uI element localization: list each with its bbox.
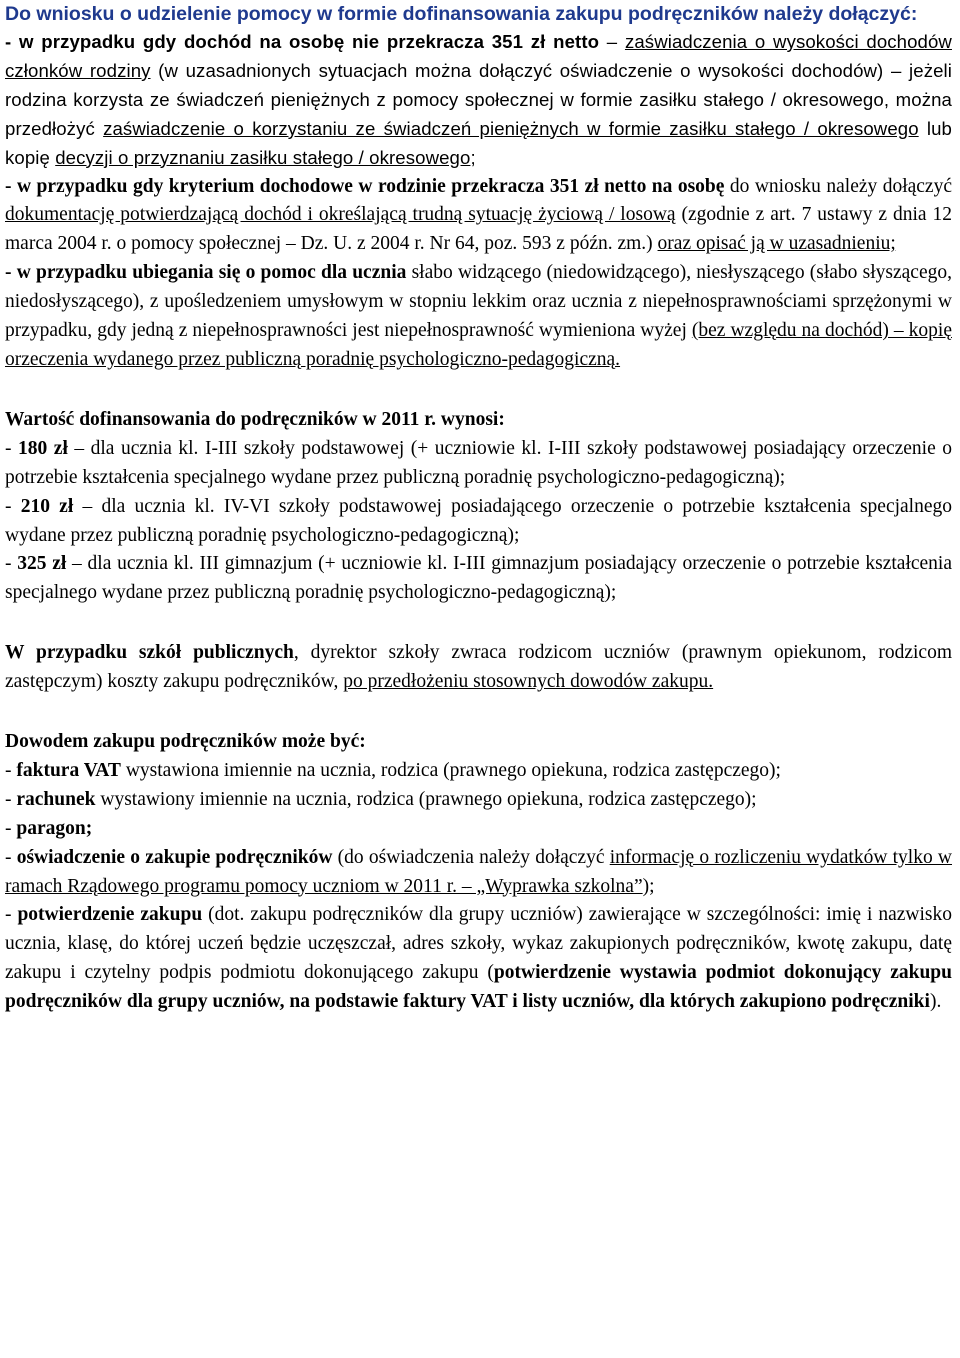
list-item-income-below	[5, 28, 952, 173]
item-bold: faktura VAT	[16, 759, 121, 781]
item-text: – dla ucznia kl. I-III szkoły podstawowej (+ uczniowie kl. I-III szkoły podstawowej posiadający orzeczenie o potrzebie kształcenia specjalnego wydane przez publiczną poradnię psychologiczno-pedagogiczną);	[5, 437, 952, 488]
link-income-certificate[interactable]: zaświadczenia o wysokości dochodów członków rodziny	[5, 31, 952, 81]
link-decision-copy[interactable]: decyzji o przyznaniu zasiłku stałego / okresowego	[55, 146, 471, 168]
item-bold: potwierdzenie zakupu	[17, 904, 203, 926]
prefix: -	[5, 846, 17, 868]
item-bold: - w przypadku gdy kryterium dochodowe w rodzinie przekracza 351 zł netto na osobę	[5, 175, 725, 197]
amount: 325 zł	[17, 553, 67, 575]
item-text: do wniosku należy dołączyć	[724, 175, 952, 197]
item-text: (zgodnie z art. 7 ustawy z dnia 12 marca 2004 r. o pomocy społecznej – Dz. U. z 2004 r. Nr 64, poz. 593 z późn. zm.)	[5, 204, 952, 255]
list-item-amount-1	[5, 435, 952, 493]
prefix: -	[5, 437, 19, 459]
item-text: (do oświadczenia należy dołączyć	[332, 846, 610, 868]
list-item-disabled-student	[5, 259, 952, 375]
dash: –	[599, 31, 625, 52]
item-text: );	[642, 875, 655, 897]
prefix: -	[5, 788, 17, 810]
prefix: -	[5, 817, 17, 839]
item-text: słabo widzącego (niedowidzącego), niesłyszącego (słabo słyszącego, niedosłyszącego), z upośledzeniem umysłowym w stopniu lekkim oraz ucznia z niepełnosprawnościami sprzężonymi w przypadku, gdy jedną z niepełnosprawności jest niepełnosprawność wymieniona wyżej	[5, 262, 952, 342]
list-item-amount-3	[5, 550, 952, 608]
heading-text: Dowodem zakupu podręczników może być:	[5, 731, 366, 753]
prefix: -	[5, 553, 18, 575]
section-heading-proof	[5, 728, 952, 757]
item-bold: potwierdzenie wystawia podmiot dokonujący zakupu podręczników dla grupy uczniów, na podstawie faktury VAT i listy uczniów, dla których zakupiono podręczniki	[5, 962, 953, 1013]
link-benefit-certificate[interactable]: zaświadczenie o korzystaniu ze świadczeń pieniężnych w formie zasiłku stałego / okresowego	[103, 117, 919, 139]
item-text: wystawiony imiennie na ucznia, rodzica (prawnego opiekuna, rodzica zastępczego);	[95, 788, 757, 810]
list-item-bill	[5, 786, 952, 815]
item-bold: rachunek	[16, 788, 96, 810]
item-bold: - w przypadku ubiegania się o pomoc dla ucznia	[5, 262, 407, 284]
item-bold: paragon;	[16, 817, 93, 839]
prefix: -	[5, 759, 17, 781]
item-bold: - w przypadku gdy dochód na osobę nie przekracza 351 zł netto	[5, 31, 600, 52]
list-item-income-above	[5, 173, 952, 260]
list-item-declaration	[5, 844, 952, 902]
item-text: ).	[929, 991, 942, 1013]
link-income-documentation[interactable]: dokumentację potwierdzającą dochód i określającą trudną sytuację życiową / losową	[5, 204, 676, 226]
item-text: ;	[470, 146, 476, 168]
section-heading-value	[5, 406, 952, 435]
heading-text: Wartość dofinansowania do podręczników w 2011 r. wynosi:	[5, 408, 505, 430]
list-item-amount-2	[5, 493, 952, 551]
item-text: , dyrektor szkoły zwraca rodzicom uczniów (prawnym opiekunom, rodzicom zastępczym) koszty zakupu podręczników,	[5, 642, 952, 693]
prefix: -	[5, 904, 18, 926]
link-justification[interactable]: oraz opisać ją w uzasadnieniu;	[657, 233, 896, 255]
item-text: (dot. zakupu podręczników dla grupy uczniów) zawierające w szczególności: imię i nazwisko ucznia, klasę, do której uczeń będzie uczęszczał, adres szkoły, wykaz zakupionych podręczników, kwotę zakupu, datę zakupu i czytelny podpis podmiotu dokonującego zakupu (	[5, 904, 953, 984]
amount: 180 zł	[18, 437, 68, 459]
link-certificate-copy[interactable]: (bez względu na dochód) – kopię orzeczenia wydanego przez publiczną poradnię psychologiczno-pedagogiczną.	[5, 320, 952, 370]
paragraph-public-schools	[5, 639, 952, 697]
prefix: -	[5, 495, 21, 517]
item-text: – dla ucznia kl. III gimnazjum (+ uczniowie kl. I-III gimnazjum posiadający orzeczenie o potrzebie kształcenia specjalnego wydane przez publiczną poradnię psychologiczno-pedagogiczną);	[5, 553, 952, 604]
section-heading-attachments: Do wniosku o udzielenie pomocy w formie dofinansowania zakupu podręczników należy dołączyć:	[5, 3, 918, 25]
list-item-receipt	[5, 815, 952, 844]
list-item-invoice	[5, 757, 952, 786]
link-proof-of-purchase[interactable]: po przedłożeniu stosownych dowodów zakupu.	[343, 671, 714, 693]
item-text: – dla ucznia kl. IV-VI szkoły podstawowej posiadającego orzeczenie o potrzebie kształcenia specjalnego wydane przez publiczną poradnię psychologiczno-pedagogiczną);	[5, 495, 952, 546]
amount: 210 zł	[20, 495, 74, 517]
list-item-purchase-confirmation	[5, 901, 952, 1017]
item-bold: oświadczenie o zakupie podręczników	[16, 846, 333, 868]
item-text: lub kopię	[5, 117, 952, 168]
item-bold: W przypadku szkół publicznych	[5, 642, 294, 664]
item-text: wystawiona imiennie na ucznia, rodzica (prawnego opiekuna, rodzica zastępczego);	[120, 759, 781, 781]
link-expense-info[interactable]: informację o rozliczeniu wydatków tylko w ramach Rządowego programu pomocy uczniom w 2011 r. – „Wyprawka szkolna”	[5, 846, 952, 897]
item-text: (w uzasadnionych sytuacjach można dołączyć oświadczenie o wysokości dochodów) – jeżeli rodzina korzysta ze świadczeń pieniężnych z pomocy społecznej w formie zasiłku stałego / okresowego, można przedłożyć	[5, 59, 952, 139]
